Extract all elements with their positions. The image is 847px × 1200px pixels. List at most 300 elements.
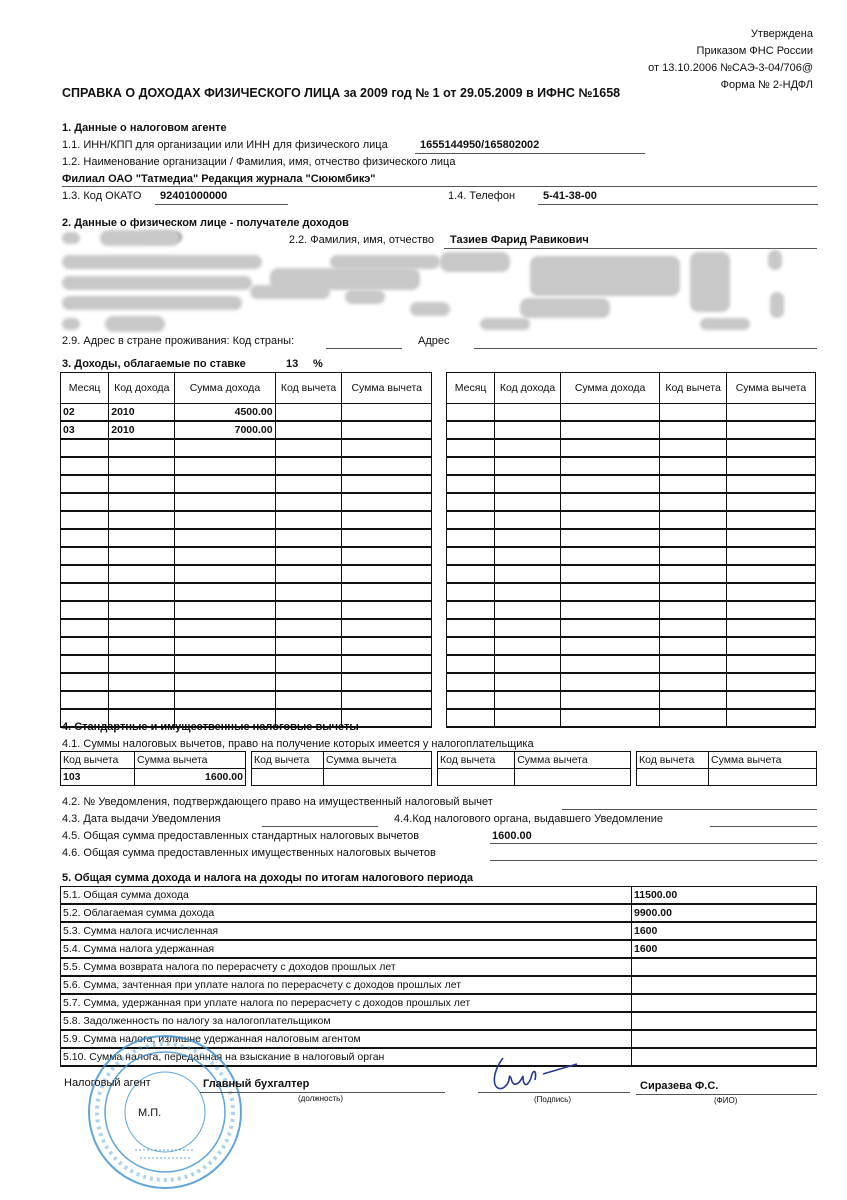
table-cell [342,404,432,422]
totals-row [61,958,817,976]
table-cell [660,655,727,673]
table-cell [660,511,727,529]
table-cell [726,404,815,422]
table-cell [560,673,659,691]
table-row [61,511,432,529]
table-cell [560,565,659,583]
totals-value: 9900.00 [632,904,817,922]
page-title: СПРАВКА О ДОХОДАХ ФИЗИЧЕСКОГО ЛИЦА за 2009 год № 1 от 29.05.2009 в ИФНС №1658 [62,86,621,100]
table-cell [175,619,275,637]
table-cell [726,457,815,475]
table-cell [447,547,495,565]
totals-label: 5.7. Сумма, удержанная при уплате налога по перерасчету с доходов прошлых лет [61,994,632,1012]
table-cell [175,475,275,493]
table-cell [175,439,275,457]
deduction-code: 103 [61,769,135,786]
table-row [61,619,432,637]
totals-row [61,887,817,905]
column-header: Месяц [61,373,109,404]
table-cell [726,565,815,583]
seal-place-label: М.П. [138,1107,162,1119]
table-cell [495,637,561,655]
totals-label: 5.4. Сумма налога удержанная [61,940,632,958]
table-row [61,439,432,457]
table-cell [61,529,109,547]
table-cell [342,691,432,709]
section-4-heading: 4. Стандартные и имущественные налоговые вычеты [62,721,359,733]
table-cell [560,529,659,547]
income-table-left [60,372,432,728]
table-cell: 4500.00 [175,404,275,422]
org-name-value: Филиал ОАО "Татмедиа" Редакция журнала "Сююмбикэ" [62,173,376,185]
table-cell [660,493,727,511]
approved-text: Утверждена [750,28,813,40]
section-2-heading: 2. Данные о физическом лице - получателе доходов [62,217,349,229]
totals-value [632,1048,817,1066]
column-header: Месяц [447,373,495,404]
table-row [637,769,817,786]
table-cell [726,475,815,493]
table-cell [109,655,175,673]
table-cell [342,475,432,493]
totals-row [61,940,817,958]
table-cell [109,619,175,637]
table-cell [275,493,342,511]
totals-label: 5.2. Облагаемая сумма дохода [61,904,632,922]
table-header-row [252,752,432,769]
table-cell [495,529,561,547]
table-cell [342,637,432,655]
table-row [447,637,816,655]
table-cell [275,439,342,457]
table-cell [275,637,342,655]
table-cell [447,601,495,619]
table-cell [275,511,342,529]
table-cell [726,709,815,727]
table-row [447,709,816,727]
okato-label: 1.3. Код ОКАТО [62,190,142,202]
table-cell [495,709,561,727]
table-cell [342,601,432,619]
table-cell [660,404,727,422]
deductions-subheading: 4.1. Суммы налоговых вычетов, право на получение которых имеется у налогоплательщика [62,738,534,750]
table-cell [61,583,109,601]
table-cell [495,547,561,565]
name-caption: (ФИО) [714,1096,738,1105]
column-header: Код вычета [637,752,709,769]
table-header-row [447,373,816,404]
table-cell [109,493,175,511]
inn-label: 1.1. ИНН/КПП для организации или ИНН для физического лица [62,139,388,151]
table-cell [109,601,175,619]
totals-row [61,994,817,1012]
table-cell [660,637,727,655]
table-cell [61,457,109,475]
totals-value [632,994,817,1012]
table-cell [61,511,109,529]
table-cell [61,475,109,493]
section-5-heading: 5. Общая сумма дохода и налога на доходы по итогам налогового периода [62,872,473,884]
table-cell [342,547,432,565]
table-cell [560,547,659,565]
column-header: Сумма вычета [324,752,432,769]
table-cell [495,601,561,619]
okato-value: 92401000000 [160,190,228,202]
inn-value: 1655144950/165802002 [420,139,540,151]
table-cell [109,529,175,547]
signer-position: Главный бухгалтер [203,1078,310,1090]
standard-deductions-total-value: 1600.00 [492,830,532,842]
table-cell [495,475,561,493]
table-cell [109,511,175,529]
table-cell [495,457,561,475]
table-cell [560,637,659,655]
table-row [447,511,816,529]
column-header: Сумма дохода [175,373,275,404]
table-cell [447,439,495,457]
table-cell [175,601,275,619]
section-3-heading: 3. Доходы, облагаемые по ставке [62,358,246,370]
table-cell [726,421,815,439]
table-cell [109,475,175,493]
table-row [61,457,432,475]
table-cell [560,583,659,601]
table-cell: 7000.00 [175,421,275,439]
table-cell [447,655,495,673]
column-header: Сумма вычета [726,373,815,404]
table-row [61,601,432,619]
table-cell: 03 [61,421,109,439]
table-cell [61,565,109,583]
table-row [447,439,816,457]
table-cell [275,619,342,637]
table-cell [61,547,109,565]
table-header-row [61,373,432,404]
table-row [61,475,432,493]
deduction-sum [515,769,631,786]
table-cell [447,475,495,493]
table-cell [275,547,342,565]
table-cell [342,439,432,457]
table-row [61,583,432,601]
table-cell [109,691,175,709]
deduction-code [438,769,515,786]
table-cell [726,493,815,511]
totals-row [61,922,817,940]
column-header: Сумма вычета [709,752,817,769]
table-cell [109,637,175,655]
table-cell [560,511,659,529]
table-cell [275,601,342,619]
totals-value [632,1012,817,1030]
tax-rate: 13 [286,358,299,370]
table-cell [175,583,275,601]
table-header-row [637,752,817,769]
table-cell [660,475,727,493]
table-cell [342,673,432,691]
notice-date-label: 4.3. Дата выдачи Уведомления [62,813,221,825]
table-cell [660,601,727,619]
table-cell [495,421,561,439]
table-cell [660,583,727,601]
table-cell [495,583,561,601]
table-cell [61,673,109,691]
signature [485,1050,585,1095]
table-cell [109,565,175,583]
table-row [61,421,432,439]
table-cell [175,637,275,655]
table-cell [175,691,275,709]
table-cell [560,619,659,637]
table-cell [109,673,175,691]
property-deductions-total-label: 4.6. Общая сумма предоставленных имущественных налоговых вычетов [62,847,436,859]
column-header: Код вычета [275,373,342,404]
table-row [447,547,816,565]
deduction-sum: 1600.00 [135,769,246,786]
column-header: Код дохода [109,373,175,404]
table-cell [495,565,561,583]
totals-value: 1600 [632,922,817,940]
table-cell [109,547,175,565]
table-row [447,529,816,547]
table-cell [660,709,727,727]
table-cell [447,421,495,439]
table-cell [660,439,727,457]
table-cell [560,404,659,422]
table-cell [342,493,432,511]
totals-label: 5.3. Сумма налога исчисленная [61,922,632,940]
table-cell [560,655,659,673]
deduction-code [252,769,324,786]
table-row [61,404,432,422]
table-cell [275,565,342,583]
table-cell [726,655,815,673]
tax-authority-code-label: 4.4.Код налогового органа, выдавшего Уведомление [394,813,664,825]
table-cell [495,691,561,709]
table-cell [342,655,432,673]
table-cell: 2010 [109,404,175,422]
column-header: Код вычета [438,752,515,769]
standard-deductions-total-label: 4.5. Общая сумма предоставленных стандартных налоговых вычетов [62,830,420,842]
column-header: Сумма дохода [560,373,659,404]
table-cell [275,421,342,439]
table-cell [660,457,727,475]
totals-row [61,904,817,922]
deduction-table [60,751,246,786]
table-cell [495,511,561,529]
notice-number-label: 4.2. № Уведомления, подтверждающего право на имущественный налоговый вычет [62,796,493,808]
table-row [61,529,432,547]
deduction-table [251,751,432,786]
totals-label: 5.5. Сумма возврата налога по перерасчету с доходов прошлых лет [61,958,632,976]
country-code-label: 2.9. Адрес в стране проживания: Код страны: [62,335,295,347]
table-row [447,565,816,583]
totals-label: 5.8. Задолженность по налогу за налогоплательщиком [61,1012,632,1030]
totals-label: 5.1. Общая сумма дохода [61,887,632,905]
table-cell [660,529,727,547]
table-cell [560,691,659,709]
table-cell: 2010 [109,421,175,439]
table-cell [447,637,495,655]
table-row [61,637,432,655]
org-name-label: 1.2. Наименование организации / Фамилия, имя, отчество физического лица [62,156,456,168]
table-header-row [61,752,246,769]
column-header: Сумма вычета [342,373,432,404]
table-cell [495,673,561,691]
table-row [61,769,246,786]
totals-label: 5.10. Сумма налога, переданная на взыскание в налоговый орган [61,1048,632,1066]
totals-row [61,1012,817,1030]
table-cell [275,404,342,422]
table-row [447,673,816,691]
table-cell [660,565,727,583]
table-row [61,493,432,511]
table-cell [726,601,815,619]
percent-sign: % [313,358,323,370]
table-cell [342,421,432,439]
table-cell [342,583,432,601]
table-row [447,457,816,475]
deduction-sum [324,769,432,786]
table-row [447,601,816,619]
table-cell [447,691,495,709]
table-cell [61,619,109,637]
table-cell [109,583,175,601]
table-cell [447,493,495,511]
table-cell [495,493,561,511]
table-cell [175,457,275,475]
column-header: Код вычета [660,373,727,404]
table-cell [560,709,659,727]
table-cell [726,619,815,637]
totals-value [632,976,817,994]
table-row [61,547,432,565]
table-cell [495,655,561,673]
column-header: Код дохода [495,373,561,404]
deduction-code [637,769,709,786]
table-cell [275,691,342,709]
table-cell [275,655,342,673]
order-date-text: от 13.10.2006 №САЭ-3-04/706@ [648,62,813,74]
table-cell [275,673,342,691]
position-caption: (должность) [298,1094,343,1103]
table-cell [275,529,342,547]
table-cell [61,601,109,619]
table-cell [726,529,815,547]
totals-label: 5.6. Сумма, зачтенная при уплате налога по перерасчету с доходов прошлых лет [61,976,632,994]
table-cell [660,619,727,637]
table-cell [275,583,342,601]
table-cell [447,511,495,529]
table-row [447,619,816,637]
deduction-sum [709,769,817,786]
phone-value: 5-41-38-00 [543,190,597,202]
table-cell [560,421,659,439]
table-cell [726,583,815,601]
table-cell [726,547,815,565]
tax-agent-label: Налоговый агент [64,1077,151,1089]
table-cell [560,457,659,475]
deduction-table [437,751,631,786]
table-cell [342,457,432,475]
table-cell [109,439,175,457]
table-row [447,475,816,493]
table-cell [175,511,275,529]
table-row [252,769,432,786]
table-cell [61,439,109,457]
table-cell: 02 [61,404,109,422]
totals-value [632,958,817,976]
table-cell [61,493,109,511]
table-cell [726,511,815,529]
table-cell [660,673,727,691]
stamp [80,1032,250,1192]
form-number: Форма № 2-НДФЛ [720,79,813,91]
signer-name: Сиразева Ф.С. [640,1080,719,1092]
fio-value: Тазиев Фарид Равикович [450,234,589,246]
table-cell [560,493,659,511]
table-cell [447,457,495,475]
table-cell [447,583,495,601]
table-row [447,583,816,601]
table-cell [560,475,659,493]
table-cell [560,439,659,457]
table-cell [175,673,275,691]
column-header: Сумма вычета [515,752,631,769]
table-row [61,655,432,673]
table-row [61,565,432,583]
deduction-table [636,751,817,786]
income-table-right [446,372,816,728]
totals-value: 11500.00 [632,887,817,905]
table-cell [660,421,727,439]
table-row [447,404,816,422]
table-row [447,691,816,709]
table-cell [447,619,495,637]
table-cell [175,565,275,583]
totals-label: 5.9. Сумма налога, излишне удержанная налоговым агентом [61,1030,632,1048]
table-cell [495,619,561,637]
table-cell [660,547,727,565]
totals-value: 1600 [632,940,817,958]
table-header-row [438,752,631,769]
approval-block [648,26,813,94]
column-header: Код вычета [252,752,324,769]
table-cell [495,439,561,457]
table-cell [495,404,561,422]
table-cell [175,655,275,673]
totals-value [632,1030,817,1048]
table-cell [726,637,815,655]
table-cell [447,404,495,422]
table-cell [660,691,727,709]
column-header: Сумма вычета [135,752,246,769]
table-cell [109,457,175,475]
table-row [61,673,432,691]
table-cell [447,565,495,583]
table-cell [275,457,342,475]
totals-row [61,976,817,994]
fio-label: 2.2. Фамилия, имя, отчество [288,234,434,246]
table-cell [342,565,432,583]
section-1-heading: 1. Данные о налоговом агенте [62,122,227,134]
table-row [447,421,816,439]
table-cell [560,601,659,619]
table-cell [342,529,432,547]
table-cell [61,655,109,673]
table-row [61,691,432,709]
table-row [447,655,816,673]
